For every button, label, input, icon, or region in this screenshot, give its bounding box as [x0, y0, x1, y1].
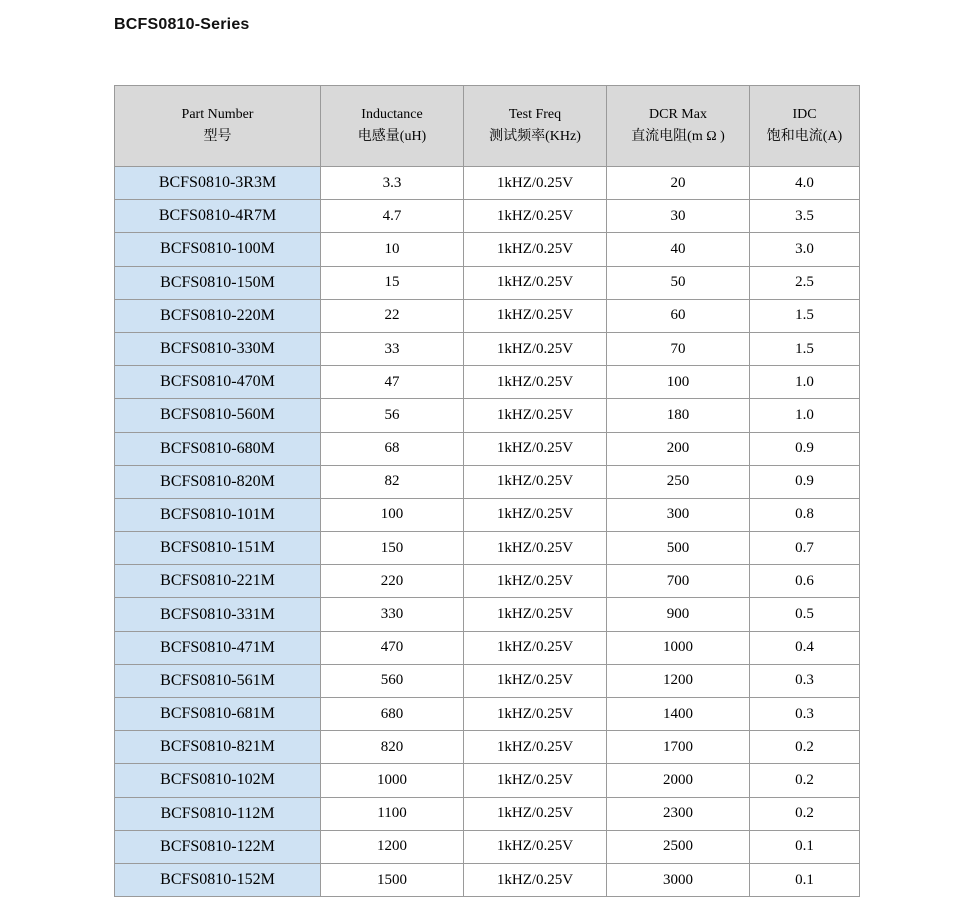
cell-part-number: BCFS0810-331M	[115, 598, 321, 631]
table-row	[115, 598, 860, 631]
cell-value: 1kHZ/0.25V	[464, 498, 607, 531]
cell-value: 56	[321, 399, 464, 432]
cell-value: 1.5	[750, 299, 860, 332]
cell-value: 150	[321, 532, 464, 565]
cell-value: 2300	[607, 797, 750, 830]
cell-value: 1700	[607, 731, 750, 764]
cell-part-number: BCFS0810-4R7M	[115, 200, 321, 233]
cell-value: 1kHZ/0.25V	[464, 432, 607, 465]
cell-part-number: BCFS0810-122M	[115, 830, 321, 863]
cell-value: 1kHZ/0.25V	[464, 797, 607, 830]
cell-value: 0.3	[750, 664, 860, 697]
column-header-part-number	[115, 86, 321, 167]
table-row	[115, 731, 860, 764]
cell-value: 1kHZ/0.25V	[464, 167, 607, 200]
cell-value: 3.0	[750, 233, 860, 266]
cell-value: 820	[321, 731, 464, 764]
cell-value: 1200	[607, 664, 750, 697]
cell-value: 1kHZ/0.25V	[464, 565, 607, 598]
cell-part-number: BCFS0810-330M	[115, 332, 321, 365]
cell-part-number: BCFS0810-100M	[115, 233, 321, 266]
table-row	[115, 631, 860, 664]
cell-part-number: BCFS0810-820M	[115, 465, 321, 498]
cell-value: 1500	[321, 863, 464, 896]
cell-value: 1kHZ/0.25V	[464, 299, 607, 332]
cell-part-number: BCFS0810-102M	[115, 764, 321, 797]
table-row	[115, 432, 860, 465]
cell-value: 60	[607, 299, 750, 332]
column-header-cn: 型号	[203, 129, 232, 144]
cell-value: 2000	[607, 764, 750, 797]
cell-value: 1000	[321, 764, 464, 797]
cell-value: 0.7	[750, 532, 860, 565]
column-header-test-freq	[464, 86, 607, 167]
cell-value: 220	[321, 565, 464, 598]
cell-value: 1kHZ/0.25V	[464, 399, 607, 432]
cell-value: 300	[607, 498, 750, 531]
cell-value: 0.1	[750, 863, 860, 896]
spec-table-container	[114, 85, 859, 897]
column-header-en: DCR Max	[649, 107, 707, 123]
table-row	[115, 299, 860, 332]
table-row	[115, 366, 860, 399]
cell-value: 0.5	[750, 598, 860, 631]
column-header-en: Inductance	[361, 107, 423, 123]
cell-value: 1kHZ/0.25V	[464, 631, 607, 664]
cell-value: 900	[607, 598, 750, 631]
cell-value: 33	[321, 332, 464, 365]
cell-value: 0.1	[750, 830, 860, 863]
cell-value: 560	[321, 664, 464, 697]
table-row	[115, 698, 860, 731]
table-row	[115, 233, 860, 266]
cell-part-number: BCFS0810-220M	[115, 299, 321, 332]
cell-value: 1kHZ/0.25V	[464, 664, 607, 697]
column-header-idc	[750, 86, 860, 167]
cell-part-number: BCFS0810-151M	[115, 532, 321, 565]
table-row	[115, 532, 860, 565]
cell-value: 68	[321, 432, 464, 465]
table-row	[115, 764, 860, 797]
cell-part-number: BCFS0810-112M	[115, 797, 321, 830]
cell-part-number: BCFS0810-221M	[115, 565, 321, 598]
table-row	[115, 200, 860, 233]
page-title: BCFS0810-Series	[114, 16, 250, 33]
column-header-cn: 饱和电流(A)	[766, 129, 843, 144]
column-header-cn: 电感量(uH)	[357, 129, 427, 144]
cell-value: 1kHZ/0.25V	[464, 200, 607, 233]
cell-value: 0.2	[750, 731, 860, 764]
table-row	[115, 863, 860, 896]
column-header-en: Part Number	[181, 107, 254, 123]
cell-value: 180	[607, 399, 750, 432]
cell-value: 30	[607, 200, 750, 233]
cell-value: 1kHZ/0.25V	[464, 332, 607, 365]
spec-table	[114, 85, 860, 897]
cell-value: 2.5	[750, 266, 860, 299]
table-row	[115, 797, 860, 830]
table-row	[115, 332, 860, 365]
cell-value: 1400	[607, 698, 750, 731]
table-row	[115, 830, 860, 863]
cell-value: 1.5	[750, 332, 860, 365]
cell-value: 0.9	[750, 465, 860, 498]
column-header-cn: 直流电阻(m Ω )	[631, 129, 725, 144]
cell-value: 1kHZ/0.25V	[464, 863, 607, 896]
cell-part-number: BCFS0810-560M	[115, 399, 321, 432]
cell-value: 40	[607, 233, 750, 266]
cell-value: 1kHZ/0.25V	[464, 465, 607, 498]
cell-value: 4.7	[321, 200, 464, 233]
cell-part-number: BCFS0810-471M	[115, 631, 321, 664]
cell-value: 4.0	[750, 167, 860, 200]
cell-value: 1kHZ/0.25V	[464, 366, 607, 399]
cell-value: 500	[607, 532, 750, 565]
cell-value: 3000	[607, 863, 750, 896]
cell-value: 50	[607, 266, 750, 299]
cell-value: 0.3	[750, 698, 860, 731]
cell-value: 1000	[607, 631, 750, 664]
cell-part-number: BCFS0810-152M	[115, 863, 321, 896]
cell-value: 1kHZ/0.25V	[464, 830, 607, 863]
column-header-dcr-max	[607, 86, 750, 167]
cell-part-number: BCFS0810-681M	[115, 698, 321, 731]
cell-value: 1.0	[750, 366, 860, 399]
cell-value: 700	[607, 565, 750, 598]
cell-part-number: BCFS0810-561M	[115, 664, 321, 697]
column-header-en: IDC	[792, 107, 817, 123]
cell-value: 100	[607, 366, 750, 399]
cell-value: 0.2	[750, 764, 860, 797]
column-header-en: Test Freq	[508, 107, 562, 123]
cell-part-number: BCFS0810-150M	[115, 266, 321, 299]
cell-value: 1200	[321, 830, 464, 863]
table-header	[115, 86, 860, 167]
cell-value: 3.5	[750, 200, 860, 233]
cell-value: 0.2	[750, 797, 860, 830]
cell-part-number: BCFS0810-821M	[115, 731, 321, 764]
table-row	[115, 399, 860, 432]
table-row	[115, 167, 860, 200]
cell-value: 22	[321, 299, 464, 332]
cell-value: 1kHZ/0.25V	[464, 233, 607, 266]
cell-value: 1100	[321, 797, 464, 830]
table-row	[115, 565, 860, 598]
cell-value: 1kHZ/0.25V	[464, 532, 607, 565]
cell-value: 1kHZ/0.25V	[464, 731, 607, 764]
cell-value: 82	[321, 465, 464, 498]
cell-value: 250	[607, 465, 750, 498]
cell-value: 1kHZ/0.25V	[464, 698, 607, 731]
column-header-inductance	[321, 86, 464, 167]
table-row	[115, 266, 860, 299]
cell-value: 0.9	[750, 432, 860, 465]
cell-value: 15	[321, 266, 464, 299]
table-row	[115, 465, 860, 498]
cell-value: 680	[321, 698, 464, 731]
cell-value: 70	[607, 332, 750, 365]
cell-value: 470	[321, 631, 464, 664]
cell-value: 100	[321, 498, 464, 531]
cell-part-number: BCFS0810-470M	[115, 366, 321, 399]
table-row	[115, 664, 860, 697]
cell-part-number: BCFS0810-680M	[115, 432, 321, 465]
cell-value: 20	[607, 167, 750, 200]
cell-part-number: BCFS0810-3R3M	[115, 167, 321, 200]
cell-value: 330	[321, 598, 464, 631]
cell-value: 0.4	[750, 631, 860, 664]
table-row	[115, 498, 860, 531]
cell-value: 0.8	[750, 498, 860, 531]
cell-value: 200	[607, 432, 750, 465]
cell-value: 1kHZ/0.25V	[464, 764, 607, 797]
cell-value: 1kHZ/0.25V	[464, 266, 607, 299]
cell-value: 1.0	[750, 399, 860, 432]
cell-value: 1kHZ/0.25V	[464, 598, 607, 631]
cell-value: 10	[321, 233, 464, 266]
cell-value: 0.6	[750, 565, 860, 598]
table-body	[115, 167, 860, 897]
cell-value: 3.3	[321, 167, 464, 200]
column-header-cn: 测试频率(KHz)	[489, 129, 581, 144]
table-header-row	[115, 86, 860, 167]
cell-part-number: BCFS0810-101M	[115, 498, 321, 531]
cell-value: 47	[321, 366, 464, 399]
cell-value: 2500	[607, 830, 750, 863]
